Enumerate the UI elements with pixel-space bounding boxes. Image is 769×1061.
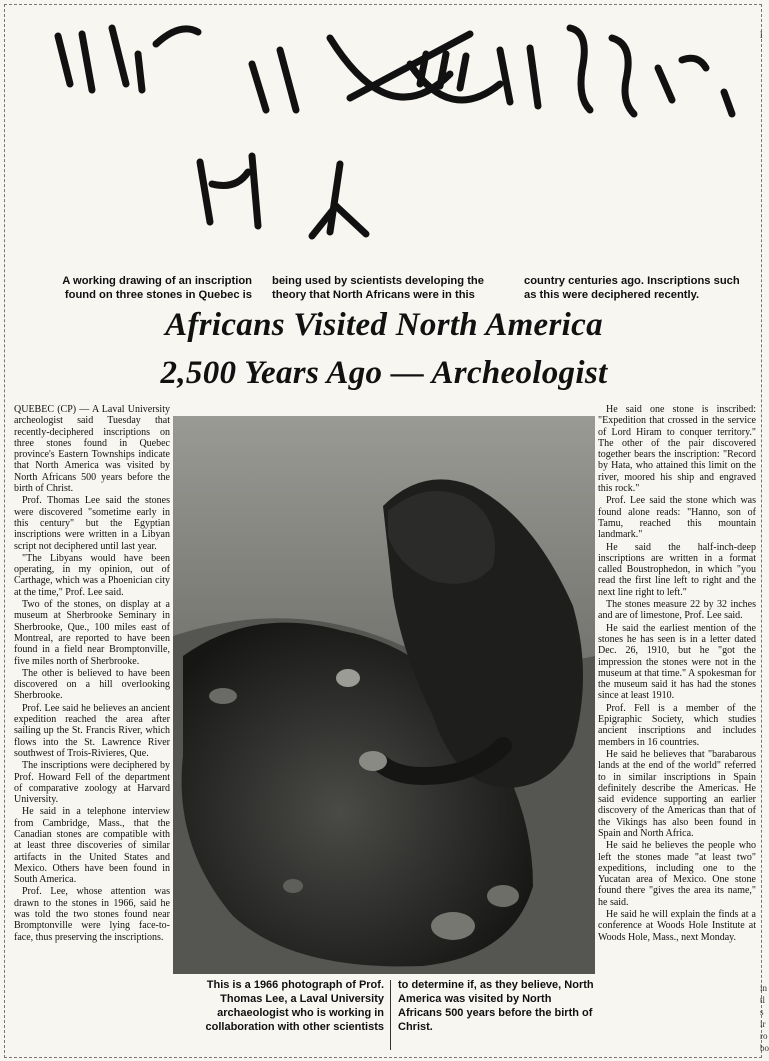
edge-fragment-4: ir	[760, 1019, 766, 1029]
drawing-caption-col3: country centuries ago. Inscriptions such as this were deciphered recently.	[524, 275, 740, 301]
paragraph: Prof. Lee said the stone which was found alone reads: "Hanno, son of Tamu, reached this mountain landmark."	[598, 495, 756, 541]
headline-line2: 2,500 Years Ago — Archeologist	[160, 355, 608, 391]
photo-caption-col1: This is a 1966 photograph of Prof. Thomas Lee, a Laval University archaeologist who is working in collaboration with other scientists	[205, 979, 384, 1033]
paragraph: The stones measure 22 by 32 inches and are of limestone, Prof. Lee said.	[598, 599, 756, 622]
paragraph: QUEBEC (CP) — A Laval University archeologist said Tuesday that recently-deciphered inscriptions on three stones found in Quebec province's Eastern Townships indicate that North America was visited by North Africans 500 years before the birth of Christ.	[14, 404, 170, 495]
paragraph: The other is believed to have been discovered on a hill overlooking Sherbrooke.	[14, 667, 170, 702]
paragraph: He said in a telephone interview from Cambridge, Mass., that the Canadian stones are compatible with at least three discoveries of similar artifacts in the United States and Mexico. Others have been found in South America.	[14, 806, 170, 886]
paragraph: Prof. Thomas Lee said the stones were discovered "sometime early in this century" but the Egyptian inscriptions were written in a Libyan script not deciphered until last year.	[14, 495, 170, 552]
paragraph: The inscriptions were deciphered by Prof. Howard Fell of the department of comparative zoology at Harvard University.	[14, 760, 170, 806]
paragraph: He said he believes that "barabarous lands at the end of the world" referred to in similar inscriptions in Spain definitely describe the Americas. He said evidence supporting an earlier discovery of the Americas than that of the Vikings has also been found in Spain and North Africa.	[598, 748, 756, 839]
edge-fragment-6: bo	[760, 1043, 769, 1053]
caption-divider	[390, 980, 391, 1050]
edge-fragment-3: s	[760, 1007, 764, 1017]
paragraph: He said the earliest mention of the stones he has seen is in a letter dated Dec. 26, 1910, but he "got the impression the stones were not in the museum at that time." A spokesman for the museum said it has had the stones since at least 1910.	[598, 622, 756, 702]
paragraph: "The Libyans would have been operating, in my opinion, out of Carthage, which was a Phoenician city at the time," Prof. Lee said.	[14, 552, 170, 598]
edge-fragment-5: ro	[760, 1031, 768, 1041]
edge-fragment-2: tl	[760, 995, 766, 1005]
edge-fragment-top: l	[760, 30, 763, 40]
paragraph: He said one stone is inscribed: "Expedition that crossed in the service of Lord Hiram to conquer territory." The other of the pair discovered together bears the inscription: "Record by Hata, who attained this limit on the river, moored his ship and engraved this rock."	[598, 404, 756, 495]
inscription-drawing	[30, 14, 750, 264]
paragraph: He said he will explain the finds at a conference at Woods Hole Institute at Woods Hole, Mass., next Monday.	[598, 909, 756, 943]
photo-caption-col2: to determine if, as they believe, North America was visited by North Africans 500 years before the birth of Christ.	[398, 979, 594, 1033]
paragraph: He said the half-inch-deep inscriptions are written in a format called Boustrophedon, in which "you read the first line left to right and the next line right to left."	[598, 541, 756, 598]
paragraph: Two of the stones, on display at a museum at Sherbrooke Seminary in Sherbrooke, Que., 100 miles east of Montreal, are reported to have been found in a field near Bromptonville, five miles north of Sherbrooke.	[14, 599, 170, 667]
paragraph: Prof. Lee said he believes an ancient expedition reached the area after sailing up the St. Francis River, which flows into the St. Lawrence River southwest of Trois-Rivieres, Que.	[14, 702, 170, 759]
drawing-caption-col2: being used by scientists developing the theory that North Africans were in this	[272, 275, 484, 301]
paragraph: Prof. Lee, whose attention was drawn to the stones in 1966, said he was told the two stones found near Bromptonville were lying face-to-face, thus preserving the inscriptions.	[14, 886, 170, 943]
archaeologist-photo	[173, 416, 595, 974]
drawing-caption-col1: A working drawing of an inscription found on three stones in Quebec is	[62, 275, 252, 301]
edge-fragment-1: in	[760, 983, 768, 993]
headline-line1: Africans Visited North America	[165, 307, 603, 343]
article-column-right	[598, 404, 756, 1054]
paragraph: He said he believes the people who left the stones made "at least two" expeditions, including one to the Yucatan area of Mexico. One stone found there "gives the area its name," he said.	[598, 840, 756, 908]
paragraph: Prof. Fell is a member of the Epigraphic Society, which studies ancient inscriptions and includes members in 16 countries.	[598, 702, 756, 748]
article-column-left	[14, 404, 170, 1054]
